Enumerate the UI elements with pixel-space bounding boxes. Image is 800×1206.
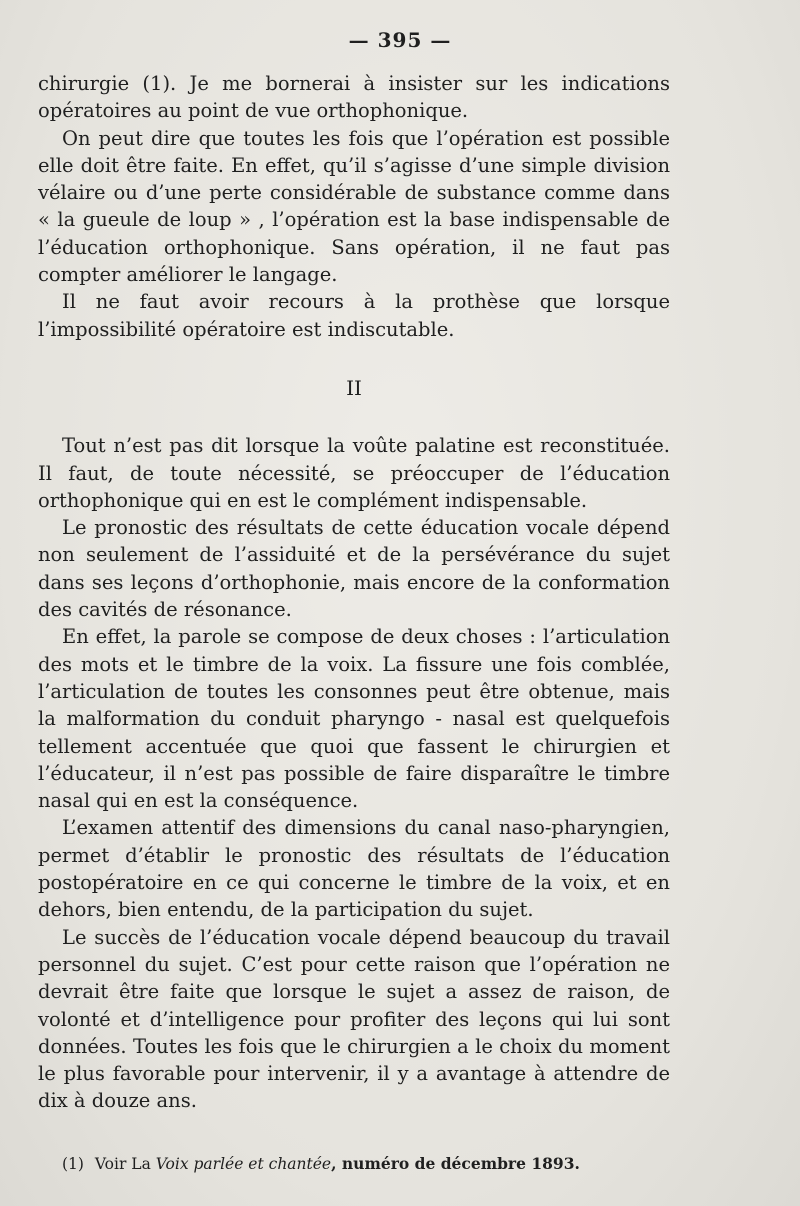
section-heading: II bbox=[346, 375, 362, 400]
footnote-prefix: Voir La bbox=[94, 1155, 151, 1173]
footnote-suffix: , numéro de décembre 1893. bbox=[331, 1154, 580, 1173]
footnote bbox=[62, 1154, 662, 1174]
paragraph: Tout n’est pas dit lorsque la voûte palatine est reconstituée. Il faut, de toute nécessité, se préoccuper de l’éducation orthophonique qui en est le complément indispensable. bbox=[38, 434, 670, 512]
footnote-marker: (1) bbox=[62, 1155, 84, 1173]
paragraph: Il ne faut avoir recours à la prothèse que lorsque l’impossibilité opératoire est indiscutable. bbox=[38, 290, 670, 341]
page-body bbox=[38, 70, 670, 1115]
paragraph: Le pronostic des résultats de cette éducation vocale dépend non seulement de l’assiduité et de la persévérance du sujet dans ses leçons d’orthophonie, mais encore de la conformation des cavités de résonance. bbox=[38, 516, 670, 622]
page-number: — 395 — bbox=[348, 28, 452, 52]
paragraph-continuation: chirurgie (1). Je me bornerai à insister sur les indications opératoires au point de vue orthophonique. bbox=[38, 72, 670, 123]
paragraph: L’examen attentif des dimensions du canal naso-pharyngien, permet d’établir le pronostic des résultats de l’éducation postopératoire en ce qui concerne le timbre de la voix, et en dehors, bien entendu, de la participation du sujet. bbox=[38, 816, 670, 922]
paragraph: En effet, la parole se compose de deux choses : l’articulation des mots et le timbre de la voix. La fissure une fois comblée, l’articulation de toutes les consonnes peut être obtenue, mais la malformation du conduit pharyngo - nasal est quelquefois tellement accentuée que quoi que fassent le chirurgien et l’éducateur, il n’est pas possible de faire disparaître le timbre nasal qui en est la conséquence. bbox=[38, 625, 670, 813]
paragraph: On peut dire que toutes les fois que l’opération est possible elle doit être faite. En effet, qu’il s’agisse d’une simple division vélaire ou d’une perte considérable de substance comme dans « la gueule de loup » , l’opération est la base indispensable de l’éducation orthophonique. Sans opération, il ne faut pas compter améliorer le langage. bbox=[38, 126, 670, 287]
paragraph: Le succès de l’éducation vocale dépend beaucoup du travail personnel du sujet. C’est pour cette raison que l’opération ne devrait être faite que lorsque le sujet a assez de raison, de volonté et d’intelligence pour profiter des leçons qui lui sont données. Toutes les fois que le chirurgien a le choix du moment le plus favorable pour intervenir, il y a avantage à attendre de dix à douze ans. bbox=[38, 925, 670, 1113]
footnote-title: Voix parlée et chantée bbox=[155, 1155, 332, 1173]
